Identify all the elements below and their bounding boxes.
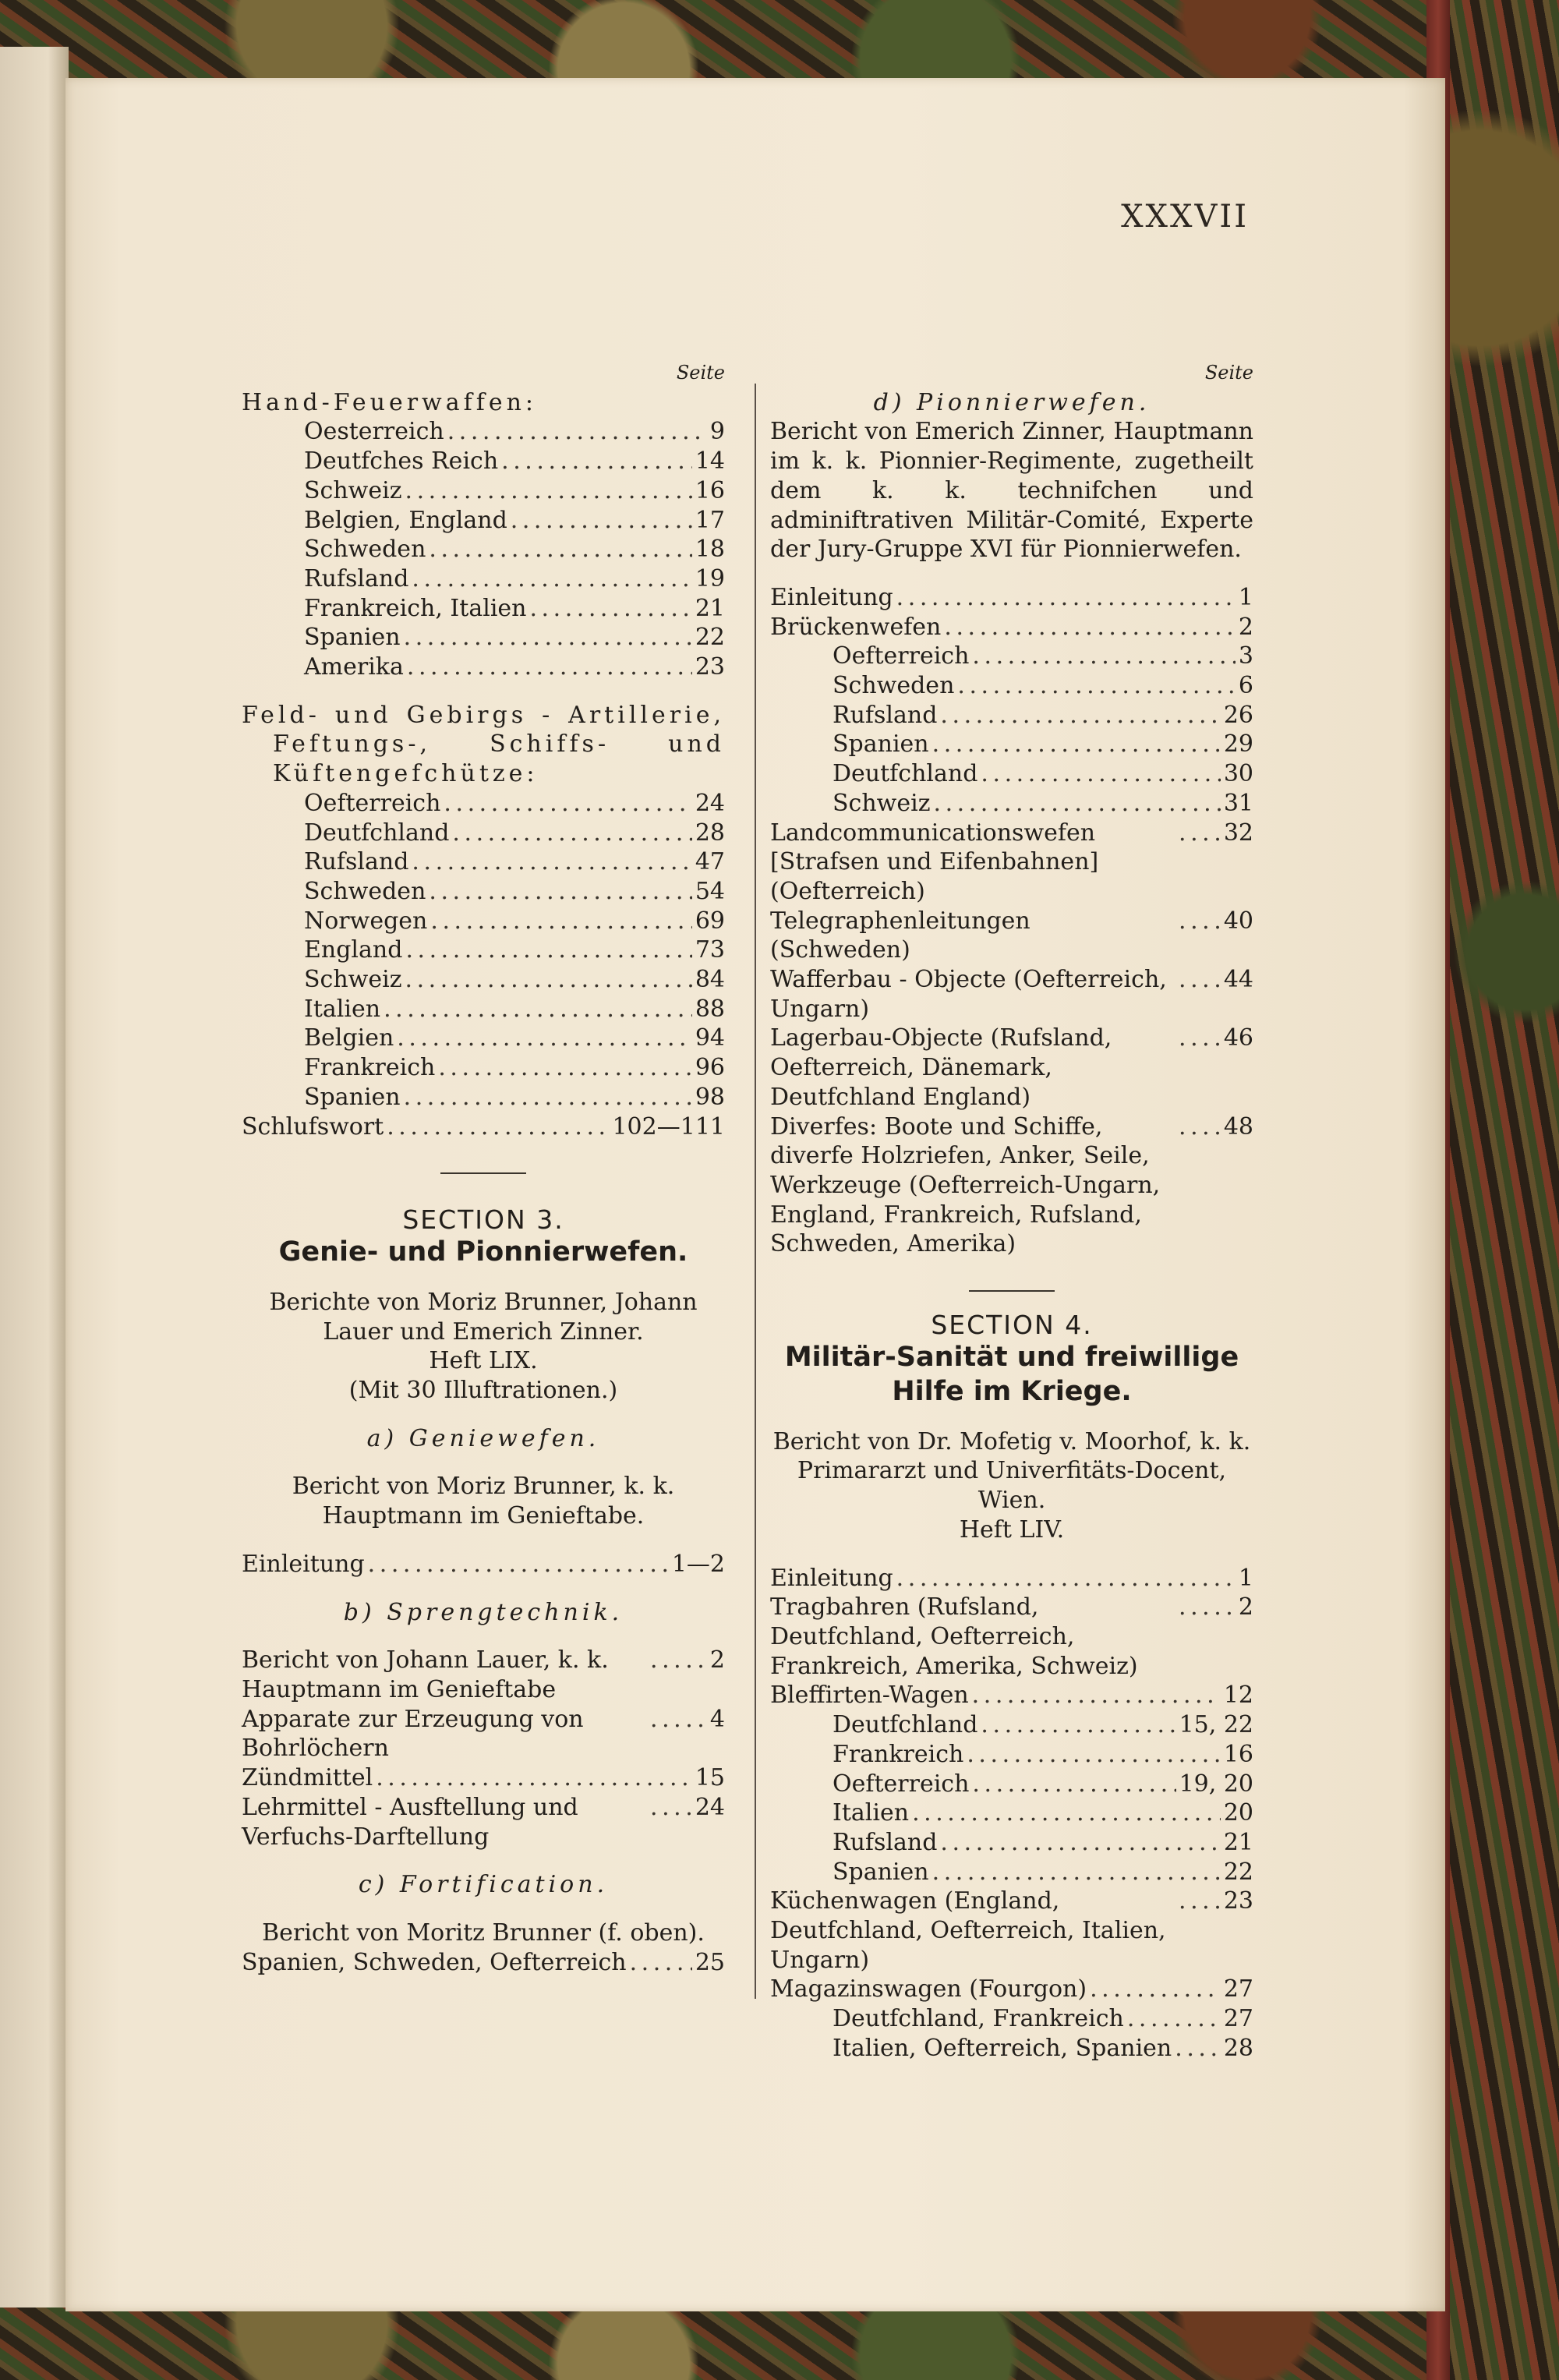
toc-label: Oefterreich: [833, 642, 970, 670]
toc-entry: [242, 476, 725, 506]
toc-page: 21: [695, 594, 725, 622]
toc-label: Rufsland: [833, 1828, 938, 1856]
toc-label: Norwegen: [304, 907, 428, 935]
toc-entry: [770, 1710, 1253, 1740]
subsection-d-list: [770, 583, 1253, 1259]
illustration-note: (Mit 30 Illuftrationen.): [348, 1377, 618, 1405]
toc-entry: [770, 819, 1253, 907]
toc-entry: [242, 1550, 725, 1579]
toc-label: Rufsland: [304, 564, 409, 592]
heft-label: Heft LIV.: [959, 1515, 1065, 1544]
toc-page: 16: [695, 476, 725, 504]
toc-entry: [770, 1828, 1253, 1858]
toc-entry: [770, 613, 1253, 642]
toc-entry: [770, 2034, 1253, 2063]
toc-label: Spanien: [833, 730, 929, 759]
binding-right: [1446, 0, 1559, 2380]
toc-page: 20: [1223, 1799, 1253, 1827]
toc-label: Brückenwefen: [770, 613, 942, 641]
report-author: Bericht von Dr. Mofetig v. Moorhof, k. k. Primararzt und Univerfitäts-Docent, Wien.: [772, 1427, 1251, 1515]
toc-entry: [242, 1053, 725, 1083]
toc-label: Bleffirten-Wagen: [770, 1682, 969, 1710]
toc-page: 2: [1238, 613, 1253, 641]
left-column: [242, 359, 725, 1977]
toc-entry: [242, 965, 725, 995]
toc-entry: [242, 819, 725, 848]
toc-page: 44: [1223, 966, 1253, 994]
toc-entry: [242, 789, 725, 819]
page-number: XXXVII: [1121, 199, 1249, 235]
toc-label: Italien: [833, 1799, 910, 1827]
toc-label: Wafferbau - Objecte (Oefterreich, Ungarn): [770, 966, 1167, 1023]
section-title: Militär-Sanität und freiwillige Hilfe im Kriege.: [784, 1341, 1239, 1407]
toc-page: 1: [1238, 583, 1253, 611]
toc-label: Lehrmittel - Ausftellung und Verfuchs-Darftellung: [242, 1793, 578, 1851]
toc-page: 25: [695, 1948, 725, 1976]
toc-page: 94: [695, 1024, 725, 1052]
toc-entry: [770, 1770, 1253, 1799]
toc-entry: [770, 965, 1253, 1024]
toc-entry: [242, 1024, 725, 1053]
toc-entry: [242, 594, 725, 624]
section4-list: [770, 1564, 1253, 2063]
binding-top: [0, 0, 1559, 86]
toc-page: 22: [695, 624, 725, 652]
heft-label: Heft LIX.: [429, 1347, 538, 1375]
toc-page: 14: [695, 447, 725, 476]
toc-page: 73: [695, 936, 725, 964]
toc-label: Schweden: [833, 672, 955, 700]
toc-label: Einleitung: [242, 1550, 365, 1578]
toc-label: Frankreich: [833, 1740, 964, 1768]
toc-page: 46: [1223, 1024, 1253, 1052]
toc-label: Schweiz: [304, 966, 402, 994]
toc-label: Deutfchland: [304, 819, 450, 847]
toc-page: 9: [709, 418, 725, 446]
toc-entry: [770, 1858, 1253, 1887]
toc-page: 47: [695, 848, 725, 876]
toc-label: Amerika: [304, 653, 404, 681]
binding-bottom: [0, 2300, 1559, 2380]
toc-entry: [770, 1112, 1253, 1260]
toc-page: 102—111: [612, 1112, 725, 1140]
toc-entry: [242, 907, 725, 936]
toc-entry: [770, 671, 1253, 701]
toc-page: 48: [1223, 1112, 1253, 1140]
facing-page-edge: [0, 47, 69, 2308]
toc-label: Spanien: [304, 624, 401, 652]
toc-entry: [770, 1024, 1253, 1112]
toc-label: Italien: [304, 995, 381, 1023]
toc-label: Belgien: [304, 1024, 394, 1052]
toc-entry: [770, 1593, 1253, 1681]
right-column: [770, 359, 1253, 2063]
toc-page: 29: [1223, 730, 1253, 759]
toc-entry: [242, 1112, 725, 1142]
toc-label: Belgien, England: [304, 506, 507, 534]
toc-page: 18: [695, 536, 725, 564]
toc-page: 24: [695, 789, 725, 817]
toc-entry: [770, 730, 1253, 759]
toc-label: Bericht von Johann Lauer, k. k. Hauptmann im Genieftabe: [242, 1646, 609, 1703]
toc-entry: [242, 1705, 725, 1763]
toc-entry: [242, 1793, 725, 1851]
toc-page: 2: [1238, 1593, 1253, 1621]
toc-page: 21: [1223, 1828, 1253, 1856]
toc-entry: [242, 1083, 725, 1112]
toc-entry: [242, 995, 725, 1024]
toc-page: 30: [1223, 760, 1253, 788]
toc-entry: [770, 1740, 1253, 1770]
report-author: Bericht von Moritz Brunner (f. oben).: [262, 1918, 705, 1947]
toc-page: 3: [1238, 642, 1253, 670]
section-number: SECTION 3.: [402, 1204, 564, 1236]
subsection-c-list: [242, 1948, 725, 1978]
seite-label: Seite: [676, 362, 725, 384]
toc-entry: [242, 564, 725, 594]
toc-entry: [770, 1975, 1253, 2004]
toc-label: Apparate zur Erzeugung von Bohrlöchern: [242, 1705, 584, 1763]
toc-page: 69: [695, 907, 725, 935]
report-author: Bericht von Emerich Zinner, Hauptmann im k. k. Pionnier-Regimente, zugetheilt dem k. k. technifchen und adminiftrativen Militär-Comité, Experte der Jury-Gruppe XVI für Pionnierwefen.: [770, 418, 1253, 564]
toc-entry: [242, 1646, 725, 1704]
toc-page: 19: [695, 564, 725, 592]
toc-page: 19, 20: [1179, 1770, 1253, 1798]
toc-page: 16: [1223, 1740, 1253, 1768]
toc-label: Lagerbau-Objecte (Rufsland, Oefterreich, Dänemark, Deutfchland England): [770, 1024, 1112, 1111]
toc-page: 54: [695, 877, 725, 905]
column-divider: [755, 384, 756, 1999]
toc-label: Oefterreich: [304, 789, 441, 817]
toc-entry: [242, 1763, 725, 1793]
toc-label: Magazinswagen (Fourgon): [770, 1975, 1087, 2003]
toc-entry: [770, 1798, 1253, 1828]
toc-entry: [242, 417, 725, 447]
toc-label: Schweiz: [833, 789, 931, 817]
toc-label: Spanien: [833, 1858, 929, 1886]
toc-label: Deutfchland: [833, 1711, 978, 1739]
section-number: SECTION 4.: [931, 1310, 1093, 1341]
toc-page: 31: [1223, 789, 1253, 817]
toc-label: Schweiz: [304, 476, 402, 504]
toc-entry: [242, 935, 725, 965]
report-authors: Berichte von Moriz Brunner, Johann Lauer und Emerich Zinner.: [269, 1288, 698, 1346]
toc-page: 84: [695, 966, 725, 994]
toc-page: 27: [1223, 2005, 1253, 2033]
subsection-heading-c: c) Fortification.: [358, 1871, 609, 1899]
toc-page: 12: [1223, 1682, 1253, 1710]
toc-page: 6: [1238, 672, 1253, 700]
section-title: Genie- und Pionnierwefen.: [278, 1236, 688, 1268]
toc-label: Spanien: [304, 1083, 401, 1111]
toc-label: England: [304, 936, 403, 964]
toc-entry: [770, 2004, 1253, 2034]
toc-label: Einleitung: [770, 1564, 893, 1592]
toc-label: Tragbahren (Rufsland, Deutfchland, Oefterreich, Frankreich, Amerika, Schweiz): [770, 1593, 1138, 1680]
toc-entry: [242, 506, 725, 536]
section-heading-artillerie: Feld- und Gebirgs - Artillerie, Feftungs-, Schiffs- und Küftengefchütze:: [242, 701, 725, 788]
section-heading-hand-feuerwaffen: Hand-Feuerwaffen:: [242, 388, 538, 416]
toc-label: Schweden: [304, 877, 426, 905]
toc-label: Rufsland: [304, 848, 409, 876]
toc-entry: [242, 877, 725, 907]
toc-page: 96: [695, 1054, 725, 1082]
toc-entry: [770, 642, 1253, 671]
toc-label: Rufsland: [833, 701, 938, 729]
toc-label: Oefterreich: [833, 1770, 970, 1798]
toc-label: Telegraphenleitungen (Schweden): [770, 907, 1030, 964]
toc-page: 23: [695, 653, 725, 681]
toc-entry: [770, 1887, 1253, 1975]
toc-page: 24: [695, 1793, 725, 1821]
toc-page: 88: [695, 995, 725, 1023]
toc-page: 98: [695, 1083, 725, 1111]
toc-label: Frankreich, Italien: [304, 594, 527, 622]
seite-label: Seite: [1204, 362, 1253, 384]
toc-label: Deutfches Reich: [304, 447, 499, 476]
toc-entry: [770, 907, 1253, 965]
toc-page: 2: [709, 1646, 725, 1674]
hand-feuerwaffen-list: [242, 417, 725, 681]
toc-page: 22: [1223, 1858, 1253, 1886]
toc-entry: [770, 583, 1253, 613]
toc-label: Diverfes: Boote und Schiffe, diverfe Holzriefen, Anker, Seile, Werkzeuge (Oefterreich-Ungarn, England, Frankreich, Rufsland, Schweden, Amerika): [770, 1112, 1161, 1258]
toc-label: Spanien, Schweden, Oefterreich: [242, 1948, 627, 1976]
toc-label: Italien, Oefterreich, Spanien: [833, 2034, 1172, 2062]
toc-page: 26: [1223, 701, 1253, 729]
toc-page: 4: [709, 1705, 725, 1733]
toc-label: Schweden: [304, 536, 426, 564]
toc-entry: [770, 789, 1253, 819]
toc-label: Oesterreich: [304, 418, 444, 446]
toc-page: 15, 22: [1179, 1711, 1253, 1739]
report-author: Bericht von Moriz Brunner, k. k. Hauptmann im Genieftabe.: [292, 1473, 675, 1530]
toc-label: Einleitung: [770, 583, 893, 611]
toc-page: 27: [1223, 1975, 1253, 2003]
toc-entry: [242, 623, 725, 652]
subsection-a-list: [242, 1550, 725, 1579]
toc-entry: [770, 1681, 1253, 1710]
subsection-heading-d: d) Pionnierwefen.: [873, 388, 1151, 416]
toc-entry: [242, 1948, 725, 1978]
toc-entry: [770, 759, 1253, 789]
toc-label: Landcommunicationswefen [Strafsen und Eifenbahnen] (Oefterreich): [770, 819, 1099, 905]
toc-page: 15: [695, 1764, 725, 1792]
toc-entry: [242, 847, 725, 877]
toc-page: 1: [1238, 1564, 1253, 1592]
toc-entry: [770, 1564, 1253, 1593]
toc-page: 28: [1223, 2034, 1253, 2062]
toc-label: Deutfchland: [833, 760, 978, 788]
toc-page: 28: [695, 819, 725, 847]
toc-entry: [242, 535, 725, 564]
toc-label: Schlufswort: [242, 1112, 384, 1140]
toc-page: 32: [1223, 819, 1253, 847]
toc-label: Deutfchland, Frankreich: [833, 2005, 1124, 2033]
subsection-heading-b: b) Sprengtechnik.: [343, 1598, 624, 1626]
toc-entry: [242, 652, 725, 682]
toc-page: 1—2: [671, 1550, 725, 1578]
subsection-heading-a: a) Geniewefen.: [366, 1424, 600, 1452]
toc-entry: [770, 701, 1253, 730]
toc-page: 40: [1223, 907, 1253, 935]
toc-entry: [242, 447, 725, 476]
toc-page: 17: [695, 506, 725, 534]
toc-label: Küchenwagen (England, Deutfchland, Oefterreich, Italien, Ungarn): [770, 1887, 1166, 1974]
subsection-b-list: [242, 1646, 725, 1851]
toc-label: Zündmittel: [242, 1764, 373, 1792]
toc-label: Frankreich: [304, 1054, 436, 1082]
toc-page: 23: [1223, 1887, 1253, 1915]
artillerie-list: [242, 789, 725, 1112]
